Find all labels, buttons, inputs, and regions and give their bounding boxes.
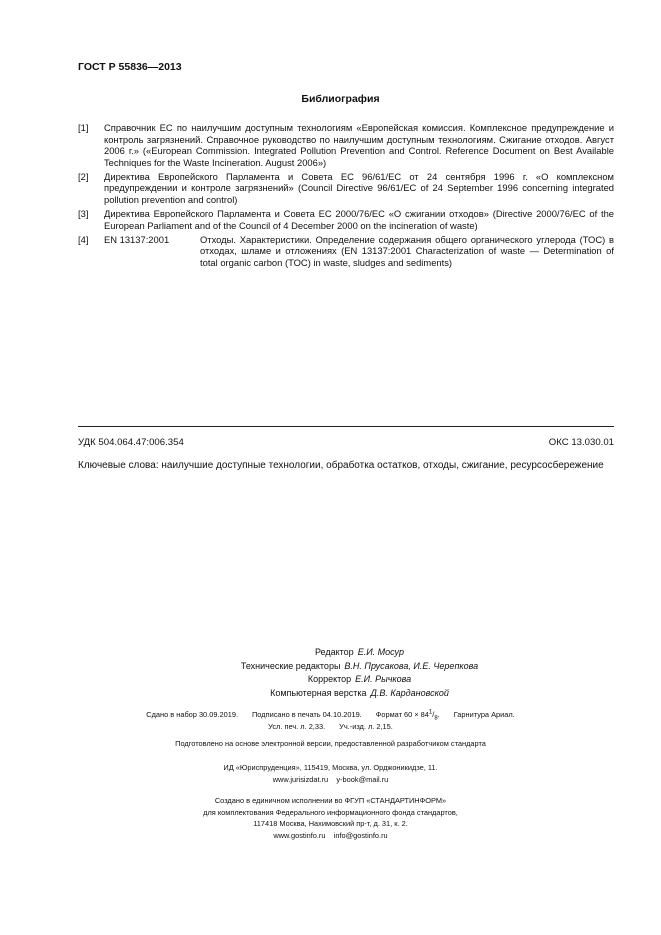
entry-number: [3] (78, 208, 89, 220)
divider (78, 426, 614, 427)
entry-number: [2] (78, 170, 89, 182)
udc-code: УДК 504.064.47:006.354 (78, 437, 184, 448)
credit-person: Е.И. Рычкова (355, 674, 412, 684)
creator-line: для комплектования Федерального информационного фонда стандартов, (203, 807, 458, 817)
creator-address: 117418 Москва, Нахимовский пр-т, д. 31, к. 2. (253, 819, 408, 828)
publisher-address: ИД «Юриспруденция», 115419, Москва, ул. Орджоникидзе, 11. (223, 763, 438, 772)
publisher-sheets: Уч.-изд. л. 2,15. (339, 721, 393, 731)
credit-tech-editors (0, 660, 661, 674)
bibliography-entry (78, 234, 614, 269)
credit-role: Редактор (314, 647, 354, 657)
credit-layout (0, 687, 661, 701)
credits-block (0, 646, 661, 700)
imprint-details (0, 709, 661, 732)
creator-line: Создано в единичном исполнении во ФГУП «СТАНДАРТИНФОРМ» (214, 796, 447, 805)
entry-text: Отходы. Характеристики. Определение содержания общего органического углерода (ТОС) в отходах, шламе и отложениях (EN 13137:2001 Characterization of waste — Determination of total organic carbon (TOC) in waste, sludges and sediments) (200, 233, 614, 269)
bibliography-entry (78, 171, 614, 206)
creator-site: www.gostinfo.ru (273, 830, 326, 840)
format-suffix: . (437, 710, 440, 719)
format-prefix: Формат 60 × 84 (375, 710, 429, 719)
imprint-row (0, 709, 661, 721)
print-sheets: Усл. печ. л. 2,33. (268, 721, 326, 731)
credit-person: Д.В. Кардановской (370, 687, 449, 698)
entry-text: Справочник ЕС по наилучшим доступным технологиям «Европейская комиссия. Комплексное предупреждение и контроль загрязнений. Справочное руководство по наилучшим доступным технологиям. Сжигание отходов. Август 2006 г.» («European Commission. Integrated Pollution Prevention and Control. Reference Document on Best Available Techniques for the Waste Incineration. August 2006») (104, 122, 614, 168)
set-date: Сдано в набор 30.09.2019. (146, 710, 238, 719)
format-denominator: 8 (434, 715, 438, 722)
sign-date: Подписано в печать 04.10.2019. (252, 710, 362, 719)
bibliography-entry (78, 208, 614, 231)
format-numerator: 1 (428, 709, 433, 716)
bibliography-title-text: Библиография (301, 93, 380, 105)
publisher-site: www.jurisizdat.ru (272, 774, 329, 784)
imprint-row (0, 721, 661, 733)
publisher-email: y-book@mail.ru (336, 774, 389, 784)
creator-email: info@gostinfo.ru (333, 830, 388, 840)
credit-editor (0, 646, 661, 660)
publisher-contacts (0, 774, 661, 786)
entry-number: [1] (78, 122, 89, 133)
keywords: Ключевые слова: наилучшие доступные технологии, обработка остатков, отходы, сжигание, ресурсосбережение (78, 460, 604, 471)
standard-code: ГОСТ Р 55836—2013 (78, 61, 182, 73)
entry-text: Директива Европейского Парламента и Совета ЕС 2000/76/ЕС «О сжигании отходов» (Directive 2000/76/EC of the European Parliament and of the Council of 4 December 2000 on the incineration of waste) (104, 208, 614, 231)
entry-number: [4] (78, 233, 89, 245)
credit-role: Компьютерная верстка (270, 687, 367, 698)
publisher-info (0, 762, 661, 785)
creator-info (0, 795, 661, 841)
bibliography-title (0, 93, 661, 105)
entry-standard-code: EN 13137:2001 (104, 233, 170, 245)
page-format: Формат $60 \times 84^1/_8$. (375, 709, 440, 722)
prepared-note: Подготовлено на основе электронной версии, предоставленной разработчиком стандарта (175, 739, 486, 748)
credit-role: Технические редакторы (240, 660, 341, 671)
typeface: Гарнитура Ариал. (453, 710, 515, 719)
credit-proofreader (0, 673, 661, 687)
bibliography-entry (78, 122, 614, 168)
oks-code: ОКС 13.030.01 (548, 437, 614, 448)
creator-contacts (0, 830, 661, 842)
credit-role: Корректор (307, 674, 352, 684)
entry-text: Директива Европейского Парламента и Совета ЕС 96/61/ЕС от 24 сентября 1996 г. «О комплексном предупреждении и контроле загрязнений» (Council Directive 96/61/EC of 24 September 1996 concerning integrated pollution prevention and control) (104, 170, 614, 206)
bibliography-list (78, 122, 614, 271)
credit-person: В.Н. Прусакова, И.Е. Черепкова (344, 660, 479, 671)
credit-person: Е.И. Мосур (357, 647, 405, 657)
